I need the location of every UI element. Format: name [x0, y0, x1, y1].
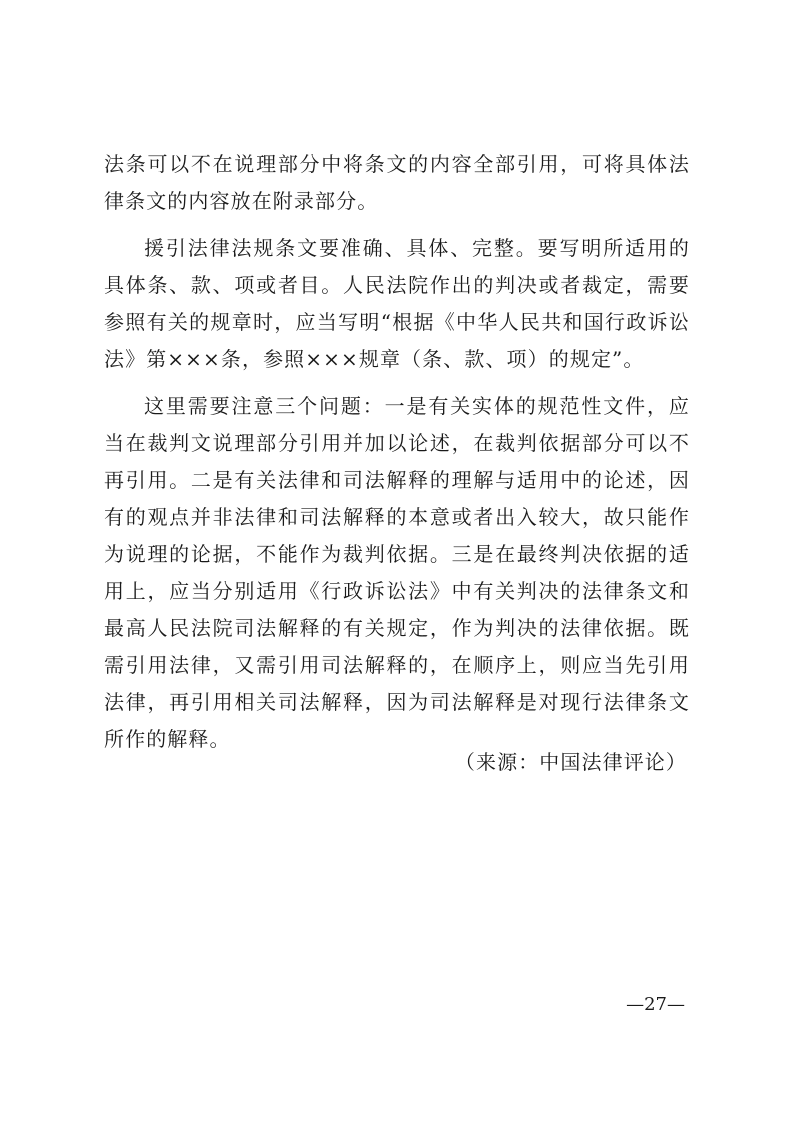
- paragraph-continuation: 法条可以不在说理部分中将条文的内容全部引用，可将具体法律条文的内容放在附录部分。: [104, 152, 690, 213]
- page-number: —27—: [626, 994, 685, 1015]
- paragraph-citation-rules: 援引法律法规条文要准确、具体、完整。要写明所适用的具体条、款、项或者目。人民法院作出的判决或者裁定，需要参照有关的规章时，应当写明“根据《中华人民共和国行政诉讼法》第×××条，参照×××规章（条、款、项）的规定”。: [104, 236, 690, 371]
- paragraph-three-issues: 这里需要注意三个问题：一是有关实体的规范性文件，应当在裁判文说理部分引用并加以论述，在裁判依据部分可以不再引用。二是有关法律和司法解释的理解与适用中的论述，因有的观点并非法律和司法解释的本意或者出入较大，故只能作为说理的论据，不能作为裁判依据。三是在最终判决依据的适用上，应当分别适用《行政诉讼法》中有关判决的法律条文和最高人民法院司法解释的有关规定，作为判决的法律依据。既需引用法律，又需引用司法解释的，在顺序上，则应当先引用法律，再引用相关司法解释，因为司法解释是对现行法律条文所作的解释。: [104, 394, 690, 751]
- source-attribution: （来源：中国法律评论）: [454, 750, 687, 774]
- body-text: [104, 146, 690, 758]
